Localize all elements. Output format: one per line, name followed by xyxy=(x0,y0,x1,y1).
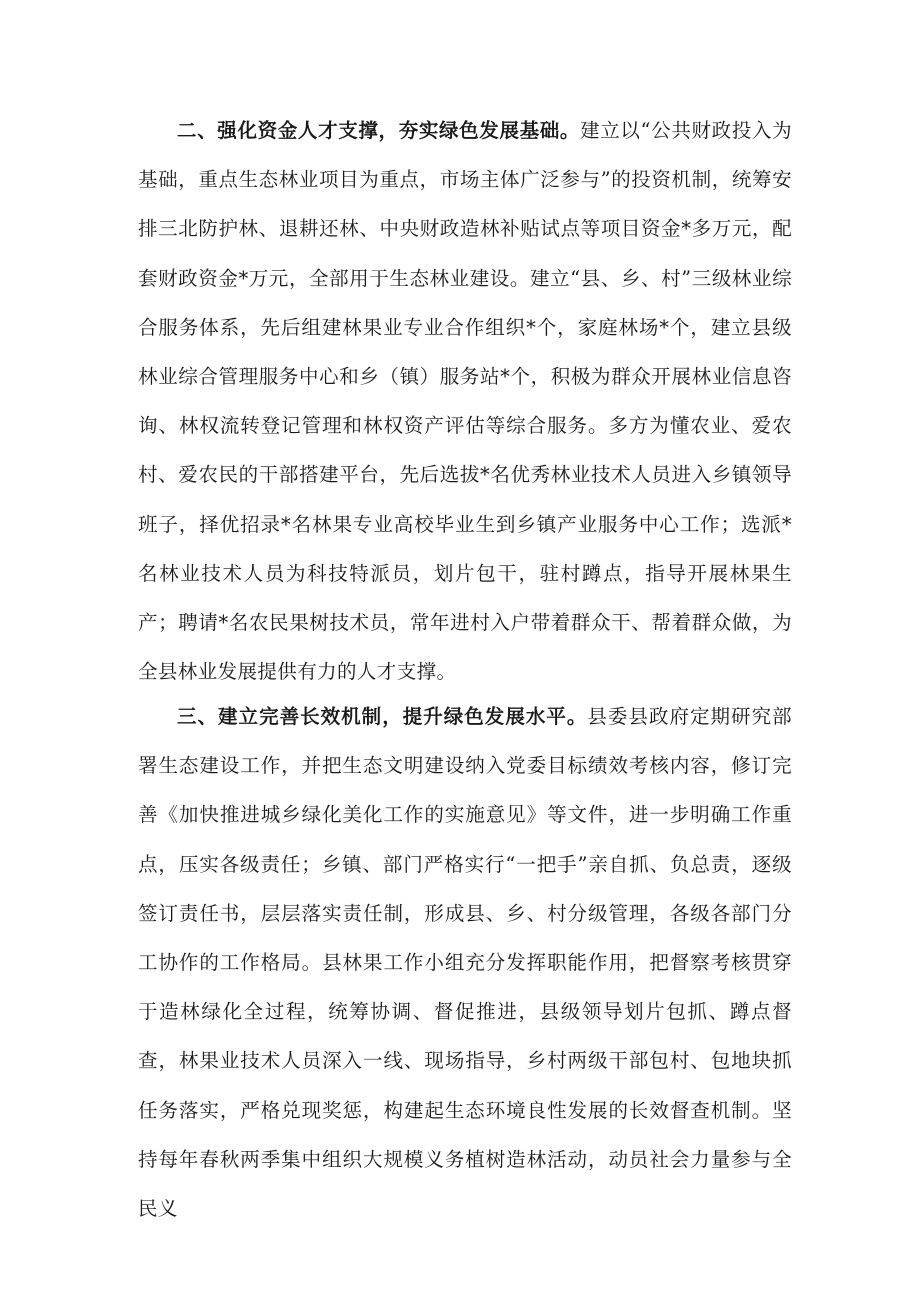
section-heading: 二、强化资金人才支撑，夯实绿色发展基础。 xyxy=(177,119,581,142)
paragraph-section-3 xyxy=(138,692,792,1233)
section-heading: 三、建立完善长效机制，提升绿色发展水平。 xyxy=(177,705,588,728)
paragraph-body: 县委县政府定期研究部署生态建设工作，并把生态文明建设纳入党委目标绩效考核内容，修订完善《加快推进城乡绿化美化工作的实施意见》等文件，进一步明确工作重点，压实各级责任；乡镇、部门严格实行“一把手”亲自抓、负总责，逐级签订责任书，层层落实责任制，形成县、乡、村分级管理，各级各部门分工协作的工作格局。县林果工作小组充分发挥职能作用，把督察考核贯穿于造林绿化全过程，统筹协调、督促推进，县级领导划片包抓、蹲点督查，林果业技术人员深入一线、现场指导，乡村两级干部包村、包地块抓任务落实，严格兑现奖惩，构建起生态环境良性发展的长效督查机制。坚持每年春秋两季集中组织大规模义务植树造林活动，动员社会力量参与全民义 xyxy=(138,705,792,1221)
paragraph-text xyxy=(138,692,792,1233)
paragraph-section-2 xyxy=(138,106,792,696)
paragraph-text xyxy=(138,106,792,696)
paragraph-body: 建立以“公共财政投入为基础，重点生态林业项目为重点，市场主体广泛参与”的投资机制，统筹安排三北防护林、退耕还林、中央财政造林补贴试点等项目资金*多万元，配套财政资金*万元，全部用于生态林业建设。建立“县、乡、村”三级林业综合服务体系，先后组建林果业专业合作组织*个，家庭林场*个，建立县级林业综合管理服务中心和乡（镇）服务站*个，积极为群众开展林业信息咨询、林权流转登记管理和林权资产评估等综合服务。多方为懂农业、爱农村、爱农民的干部搭建平台，先后选拔*名优秀林业技术人员进入乡镇领导班子，择优招录*名林果专业高校毕业生到乡镇产业服务中心工作；选派*名林业技术人员为科技特派员，划片包干，驻村蹲点，指导开展林果生产；聘请*名农民果树技术员，常年进村入户带着群众干、帮着群众做，为全县林业发展提供有力的人才支撑。 xyxy=(138,119,792,684)
